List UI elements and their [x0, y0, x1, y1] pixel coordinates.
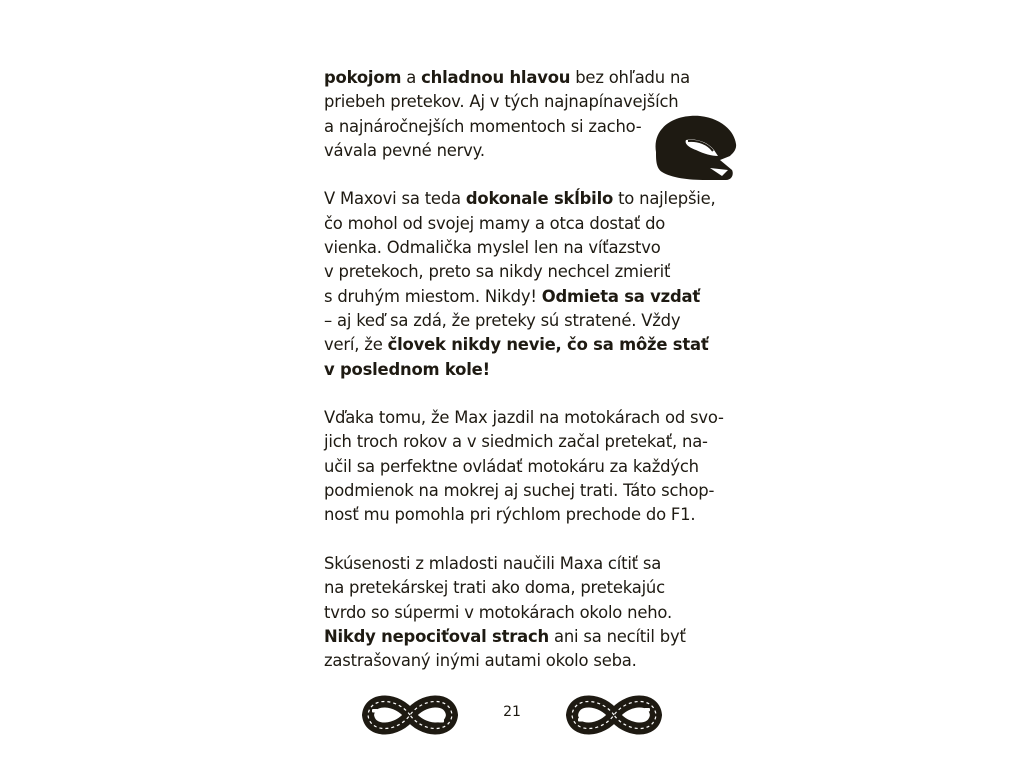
racing-helmet-icon [648, 110, 740, 186]
text-line [324, 649, 724, 673]
infinity-race-track-icon [360, 690, 460, 740]
text-run: bez ohľadu na [570, 68, 690, 87]
text-run: – aj keď sa zdá, že preteky sú stratené. Vždy [324, 310, 681, 330]
bold-text: človek nikdy nevie, čo sa môže stať [387, 335, 709, 355]
text-line [324, 66, 724, 90]
text-run: s druhým miestom. Nikdy! [324, 286, 542, 306]
text-line [324, 285, 724, 309]
text-run: jich troch rokov a v siedmich začal pretekať, na- [324, 432, 708, 452]
text-run: ani sa necítil byť [548, 626, 686, 646]
text-run: v pretekoch, preto sa nikdy nechcel zmieriť [324, 262, 671, 282]
bold-text: Nikdy nepociťoval strach [324, 626, 549, 646]
text-line [324, 309, 724, 333]
text-line [324, 576, 724, 600]
paragraph [324, 406, 724, 527]
text-run: podmienok na mokrej aj suchej trati. Táto schop- [324, 481, 715, 501]
text-run: nosť mu pomohla pri rýchlom prechode do F1. [324, 505, 696, 525]
text-line [324, 430, 724, 454]
text-line [324, 503, 724, 527]
text-line [324, 552, 724, 576]
text-line [324, 333, 724, 357]
paragraph [324, 552, 724, 673]
text-run: tvrdo so súpermi v motokárach okolo neho. [324, 602, 672, 622]
text-run: a najnáročnejších momentoch si zacho- [324, 116, 642, 136]
text-line [324, 406, 724, 430]
text-line [324, 236, 724, 260]
page-number: 21 [503, 704, 521, 720]
text-line [324, 625, 724, 649]
text-run: učil sa perfektne ovládať motokáru za každých [324, 456, 699, 476]
text-line [324, 601, 724, 625]
bold-text: Odmieta sa vzdať [541, 286, 700, 306]
text-line [324, 479, 724, 503]
text-line [324, 212, 724, 236]
text-run: vienka. Odmalička myslel len na víťazstvo [324, 238, 661, 258]
text-run: priebeh pretekov. Aj v tých najnapínavejších [324, 92, 679, 112]
text-run: Vďaka tomu, že Max jazdil na motokárach od svo- [324, 408, 724, 428]
bold-text: dokonale skĺbilo [465, 189, 614, 209]
text-run: na pretekárskej trati ako doma, pretekajúc [324, 578, 665, 598]
infinity-race-track-icon [564, 690, 664, 740]
bold-text: chladnou hlavou [421, 68, 571, 87]
text-run: V Maxovi sa teda [324, 189, 466, 209]
text-run: čo mohol od svojej mamy a otca dostať do [324, 213, 666, 233]
bold-text: pokojom [324, 68, 402, 87]
page-footer [0, 690, 1024, 740]
text-run: vávala pevné nervy. [324, 140, 485, 160]
text-run: Skúsenosti z mladosti naučili Maxa cítiť sa [324, 553, 662, 573]
text-run: verí, že [324, 335, 388, 355]
text-line [324, 455, 724, 479]
text-run: to najlepšie, [613, 189, 716, 209]
bold-text: v poslednom kole! [324, 359, 490, 379]
text-line [324, 187, 724, 211]
text-run: a [401, 68, 422, 87]
text-line [324, 260, 724, 284]
paragraph [324, 187, 724, 381]
text-run: zastrašovaný inými autami okolo seba. [324, 651, 637, 671]
text-line [324, 358, 724, 382]
